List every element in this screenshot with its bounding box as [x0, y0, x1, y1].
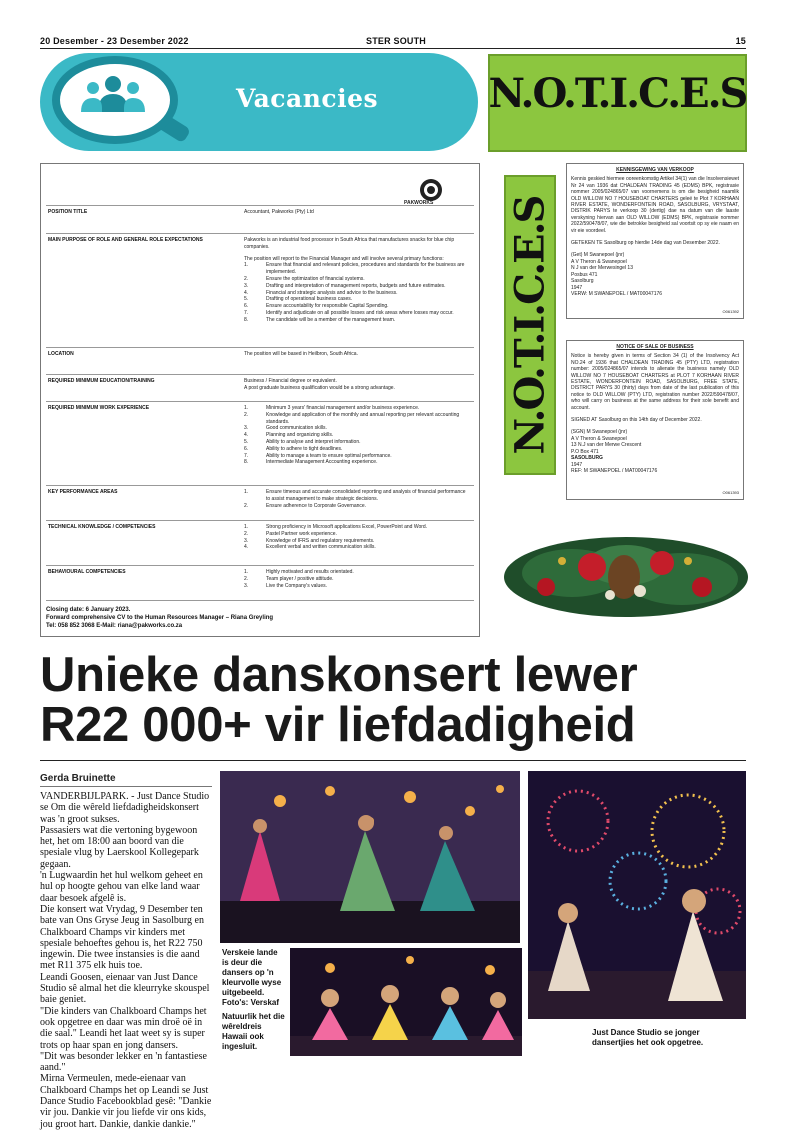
list-item: 5. Ability to analyse and interpret information. [244, 438, 361, 445]
row-divider [46, 565, 474, 566]
forward-cv: Forward comprehensive CV to the Human Resources Manager – Riana Greyling [46, 615, 274, 621]
contact-details: Tel: 058 852 3068 E-Mail: riana@pakworks.co.za [46, 623, 183, 629]
header-rule [40, 48, 746, 49]
row-divider [46, 520, 474, 521]
notice-afrikaans-title: KENNISGEWING VAN VERKOOP [616, 167, 694, 173]
label-behavioural: BEHAVIOURAL COMPETENCIES [48, 569, 126, 575]
list-item: 1. Strong proficiency in Microsoft applications Excel, PowerPoint and Word. [244, 524, 428, 530]
list-item: 6. Ability to adhere to tight deadlines. [244, 445, 343, 452]
list-item: 1. Ensure that financial and relevant policies, procedures and standards for the business are implemented. [244, 262, 465, 276]
value-key-performance [244, 489, 470, 509]
people-icon [78, 74, 148, 114]
list-item: 4. Excellent verbal and written communication skills. [244, 544, 376, 551]
list-item: 4. Financial and strategic analysis and advice to the business. [244, 289, 398, 296]
row-divider [46, 401, 474, 402]
christmas-wreath-image [502, 517, 750, 631]
list-item: 2. Ensure adherence to Corporate Governance. [244, 502, 367, 509]
paragraph: VANDERBIJLPARK. - Just Dance Studio se Om die wêreld liefdadigheidskonsert was 'n groot sukses. [40, 791, 210, 825]
photo-dancers-stage [220, 771, 520, 943]
list-item: 7. Ability to manage a team to ensure optimal performance. [244, 452, 392, 459]
paragraph: Passasiers wat die vertoning bygewoon het, het om 18:00 aan boord van die spesiale vlug by Laerskool Kollegepark gegaan. [40, 824, 199, 870]
photo-young-dancers-fireworks [528, 771, 746, 1019]
value-location: The position will be based in Heilbron, South Africa. [244, 351, 358, 357]
article-headline: Unieke danskonsert lewer R22 000+ vir liefdadigheid [40, 648, 638, 752]
value-education: Business / Financial degree or equivalent. A post graduate business qualification would be a strong advantage. [244, 378, 395, 391]
list-item: 1. Minimum 3 years' financial management and/or business experience. [244, 405, 420, 411]
closing-date: Closing date: 6 January 2023. [46, 607, 131, 613]
row-divider [46, 205, 474, 206]
notice-afrikaans-address: (Get) M Swanepoel (jnr) A V Theron & Swanepoel N J van der Merwesingel 13 Posbus 471 Sasolburg 1947 VERW: M SWANEPOEL / MAT00047176 [571, 252, 663, 297]
notice-afrikaans: KENNISGEWING VAN VERKOOP Kennis geskied hiermee ooreenkomstig Artikel 34(1) van die Insolvensiewet Nr 24 van 1936 dat CHALDEAN TRADING 45 (EDMS) BPK, registrasie nommer 2005/024865/07 van voornemens is om die besigheid naamlik OLD WILLOW NO 7 HOUSEBOAT CHARTERS geleë te Plot 7 KORHAAN RIVER ESTATE, WONDERFONTEIN ROAD, SASOLBURG, VRYSTAAT, DISTRIK PARYS te verkoop 30 (dertig) dae na datum van die laaste verskyning hiervan aan OLD WILLOW (EDMS) BPK, registrasie nommer 2022/590478/07, wie die betrokke besigheid sal voortsit op sy eie naam en vir eie voordeel. GETEKEN TE Sasolburg op hierdie 14de dag van Desember 2022. (Get) M Swanepoel (jnr) A V Theron & Swanepoel N J van der Merwesingel 13 Posbus 471 Sasolburg 1947 VERW: M SWANEPOEL / MAT00047176 O061392 [566, 163, 744, 319]
photo-hawaii-dancers [290, 948, 522, 1056]
notice-english-title: NOTICE OF SALE OF BUSINESS [616, 344, 694, 350]
paragraph: Mirna Vermeulen, mede-eienaar van Chalkboard Champs het op Leandi se Just Dance Studio Facebookblad gesê: "Dankie vir jou. Dankie vir jou liefde vir ons kids, jou groot hart. Dankie, dankie dankie." [40, 1073, 212, 1130]
article-body [40, 791, 212, 1130]
row-divider [46, 347, 474, 348]
list-item: 2. Team player / positive attitude. [244, 575, 334, 582]
notice-english: NOTICE OF SALE OF BUSINESS Notice is hereby given in terms of Section 34 (1) of the Insolvency Act NO.24 of 1936 that CHALDEAN TRADING 45 (PTY) LTD, registration number: 2005/024865/07 intends to alienate the business namely OLD WILLOW NO 7 HOUSEBOAT CHARTERS at PLOT 7 KORHAAN RIVER ESTATE, WONDERFONTEIN ROAD, SASOLBURG, FREE STATE, DISTRICT PARYS 30 (thirty) days from date of the last publication of this notice to OLD WILLOW (PTY) LTD, registration number 2022/590478/07, who will carry on business at the same address for their sole benefit and account. SIGNED AT Sasolburg on this 14th day of December 2022. (SGN) M Swanepoel (jnr) A V Theron & Swanepoel 13 N.J van der Merwe Crescent P.O Box 471 SASOLBURG 1947 REF: M SWANEPOEL / MAT00047176 O061393 [566, 340, 744, 500]
list-item: 6. Ensure accountability for responsible Capital Spending. [244, 303, 389, 310]
caption-photo-1: Verskeie lande is deur die dansers op 'n kleurvolle wyse uitgebeeld. Foto's: Verskaf [222, 948, 282, 1007]
list-item: 8. The candidate will be a member of the management team. [244, 316, 396, 323]
value-position-title: Accountant, Pakworks (Pty) Ltd [244, 209, 314, 215]
list-item: 2. Pastel Partner work experience. [244, 530, 337, 537]
row-divider [46, 374, 474, 375]
row-divider [46, 485, 474, 486]
row-divider [46, 600, 474, 601]
issue-date: 20 Desember - 23 Desember 2022 [40, 36, 189, 46]
paragraph: "Die kinders van Chalkboard Champs het ook opgetree en daar was min droë oë in die saal." Leandi het laat weet sy is super trots op haar span en jong dansers. [40, 1005, 207, 1051]
label-work-experience: REQUIRED MINIMUM WORK EXPERIENCE [48, 405, 150, 411]
page-number: 15 [735, 36, 746, 46]
list-item: 3. Live the Company's values. [244, 582, 327, 589]
notices-banner-top-text: N.O.T.I.C.E.S [488, 70, 747, 117]
notice-english-address: (SGN) M Swanepoel (jnr) A V Theron & Swanepoel 13 N.J van der Merwe Crescent P.O Box 471 SASOLBURG 1947 REF: M SWANEPOEL / MAT00047176 [571, 429, 658, 474]
value-technical [244, 524, 470, 551]
job-ad-footer [46, 606, 273, 630]
list-item: 2. Ensure the optimization of financial systems. [244, 275, 365, 282]
vacancies-title: Vacancies [236, 84, 379, 113]
caption-photo-3: Natuurlik het die wêreldreis Hawaii ook ingesluit. [222, 1012, 285, 1051]
label-position-title: POSITION TITLE [48, 209, 88, 215]
value-work-experience [244, 405, 470, 466]
list-item: 7. Identify and adjudicate on all possible losses and risk areas where losses may occur. [244, 309, 454, 316]
paragraph: "Dit was besonder lekker en 'n fantastiese aand." [40, 1050, 207, 1074]
byline-rule [40, 786, 212, 787]
value-behavioural [244, 569, 470, 589]
caption-photo-2: Just Dance Studio se jonger dansertjies het ook opgetree. [592, 1028, 704, 1047]
list-item: 8. Intermediate Management Accounting experience. [244, 459, 378, 466]
list-item: 3. Knowledge of IFRS and regulatory requirements. [244, 537, 375, 544]
row-divider [46, 233, 474, 234]
label-technical: TECHNICAL KNOWLEDGE / COMPETENCIES [48, 524, 156, 530]
paragraph: Die konsert wat Vrydag, 9 Desember ten bate van Ons Gryse Jeug in Sasolburg en Chalkboard Champs vir kinders met spesiale behoeftes gehou is, het R22 750 ingewin. Die twee instansies is die aand met R11 375 elk huis toe. [40, 903, 204, 972]
list-item: 5. Drafting of operational business cases. [244, 296, 353, 303]
byline: Gerda Bruinette [40, 773, 116, 784]
label-education: REQUIRED MINIMUM EDUCATION/TRAINING [48, 378, 155, 384]
notices-banner-side-text: N.O.T.I.C.E.S [506, 196, 554, 454]
label-location: LOCATION [48, 351, 74, 357]
label-key-performance: KEY PERFORMANCE AREAS [48, 489, 118, 495]
list-item: 1. Ensure timeous and accurate consolidated reporting and analysis of financial performance to assist management to make strategic decisions. [244, 489, 466, 502]
paragraph: Leandi Goosen, eienaar van Just Dance Studio sê almal het die kleurryke skouspel baie geniet. [40, 971, 210, 1006]
list-item: 2. Knowledge and application of the monthly and annual reporting per relevant accounting standards. [244, 411, 460, 425]
headline-rule [40, 760, 746, 761]
pakworks-logo-text: PAKWORKS [404, 200, 434, 206]
list-item: 3. Drafting and interpretation of management reports, budgets and future estimates. [244, 282, 446, 289]
paragraph: 'n Lugwaardin het hul welkom geheet en hul op hoogte gehou van elke land waar daar besoek afgelê is. [40, 870, 203, 904]
label-main-purpose: MAIN PURPOSE OF ROLE AND GENERAL ROLE EXPECTATIONS [48, 237, 203, 243]
list-item: 4. Planning and organizing skills. [244, 432, 334, 439]
list-item: 3. Good communication skills. [244, 425, 327, 432]
value-main-purpose: Pakworks is an industrial food processor in South Africa that manufactures snacks for blue chip companies. The position will report to the Financial Manager and will involve several primary functions: 1. Ensure that financial and relevant policies, procedures and standards for the business are implemented. 2. Ensure the optimization of financial systems. 3. Drafting and interpretation of management reports, budgets and future estimates. 4. Financial and strategic analysis and advice to the business. 5. Drafting of operational business cases. 6. Ensure accountability for responsible Capital Spending. 7. Identify and adjudicate on all possible losses and risk areas where losses may occur. 8. The candidate will be a member of the management team. [244, 237, 470, 324]
paper-name: STER SOUTH [366, 36, 427, 46]
list-item: 1. Highly motivated and results orientated. [244, 569, 354, 575]
